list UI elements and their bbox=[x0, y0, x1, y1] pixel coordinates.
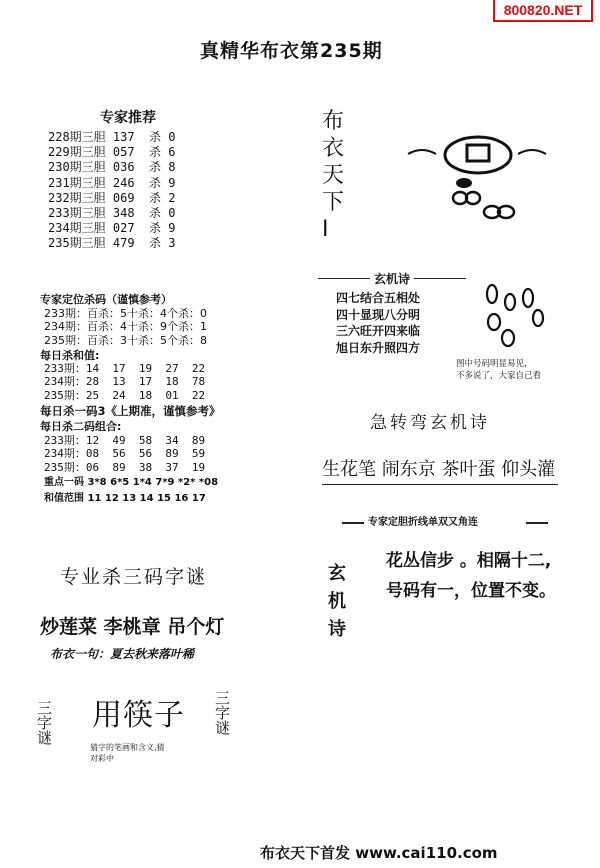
expert-row: 231期三胆 246 杀 9 bbox=[48, 175, 176, 190]
sum-row: 235期：25 24 18 01 22 bbox=[44, 388, 206, 402]
urgent-poem-underline bbox=[322, 484, 558, 485]
two-combo-heading: 每日杀二码组合: bbox=[40, 420, 122, 433]
positional-heading: 专家定位杀码（谨慎参考） bbox=[40, 293, 172, 306]
expert-row: 229期三胆 057 杀 6 bbox=[48, 145, 176, 160]
sum-list bbox=[44, 362, 205, 402]
urgent-poem-heading: 急转弯玄机诗 bbox=[370, 413, 490, 433]
buyi-tianxia-label: 布衣天下I bbox=[322, 109, 345, 242]
expert-row: 230期三胆 036 杀 8 bbox=[48, 160, 176, 175]
sum-row: 233期：14 17 19 27 22 bbox=[44, 362, 206, 375]
focus-code: 重点一码 3*8 6*5 1*4 7*9 *2* *08 bbox=[44, 477, 219, 488]
urgent-poem-words: 生花笔 闹东京 茶叶蛋 仰头灌 bbox=[322, 459, 556, 480]
poem-line: 四十显现八分明 bbox=[336, 307, 421, 322]
positional-row: 233期：百杀：5十杀：4个杀：0 bbox=[44, 307, 207, 320]
expert-heading: 专家推荐 bbox=[100, 110, 156, 126]
poem-line: 三六旺开四来临 bbox=[336, 324, 421, 338]
positional-row: 234期：百杀：4十杀：9个杀：1 bbox=[44, 320, 207, 334]
xuanji-line-1: 花丛信步 。相隔十二, bbox=[386, 551, 552, 571]
riddle-hint: 猜字的笔画和含义,猜 对彩中 bbox=[90, 743, 165, 763]
expert-trend: 专家定胆折线单双又角连 bbox=[368, 517, 478, 528]
expert-row: 235期三胆 479 杀 3 bbox=[48, 236, 176, 251]
expert-row: 232期三胆 069 杀 2 bbox=[48, 190, 176, 205]
riddle-center-text: 用筷子 bbox=[92, 698, 185, 733]
kill-one-line: 每日杀一码3《上期准，谨慎参考》 bbox=[40, 404, 221, 418]
sum-heading: 每日杀和值: bbox=[40, 349, 100, 362]
sketch-illustration bbox=[400, 128, 550, 228]
riddle-left-label: 三字谜 bbox=[35, 700, 53, 745]
poem-box-heading: 玄机诗 bbox=[370, 270, 414, 287]
combo-row: 234期：08 56 56 89 59 bbox=[44, 447, 206, 461]
poem-line: 四七结合五相处 bbox=[336, 291, 421, 305]
riddle-right-label: 三字谜 bbox=[213, 690, 231, 735]
expert-row: 233期三胆 348 杀 0 bbox=[48, 206, 176, 221]
sum-range: 和值范围 11 12 13 14 15 16 17 bbox=[44, 493, 206, 504]
combo-row: 235期：06 89 38 37 19 bbox=[44, 460, 206, 474]
combo-row: 233期：12 49 58 34 89 bbox=[44, 434, 206, 447]
riddle-words: 炒莲菜 李桃章 吊个灯 bbox=[40, 616, 225, 638]
poem-line: 旭日东升照四方 bbox=[336, 340, 421, 355]
footer-text[interactable]: 布衣天下首发 www.cai110.com bbox=[260, 844, 498, 862]
two-combo-list bbox=[44, 434, 205, 474]
site-badge[interactable]: 800820.NET bbox=[493, 0, 593, 22]
expert-row: 234期三胆 027 杀 9 bbox=[48, 221, 176, 236]
buyi-line: 布衣一句：夏去秋来落叶稀 bbox=[50, 647, 195, 661]
positional-list bbox=[44, 307, 207, 347]
expert-list bbox=[48, 130, 175, 252]
xuanji-line-2: 号码有一，位置不变。 bbox=[386, 581, 556, 601]
page-title: 真精华布衣第235期 bbox=[200, 40, 383, 62]
poem-box-lines bbox=[336, 290, 420, 356]
riddle-heading: 专业杀三码字谜 bbox=[60, 566, 208, 588]
positional-row: 235期：百杀：3十杀：5个杀：8 bbox=[44, 333, 207, 347]
sum-row: 234期：28 13 17 18 78 bbox=[44, 375, 206, 389]
trend-rule-right bbox=[526, 522, 548, 524]
expert-row: 228期三胆 137 杀 0 bbox=[48, 130, 176, 144]
chain-illustration bbox=[472, 280, 552, 352]
trend-rule-left bbox=[342, 522, 364, 524]
poem-box-caption: 图中号码明显易见, 不多说了，大家自己看 bbox=[456, 359, 542, 381]
xuanji-label: 玄机诗 bbox=[328, 563, 346, 640]
